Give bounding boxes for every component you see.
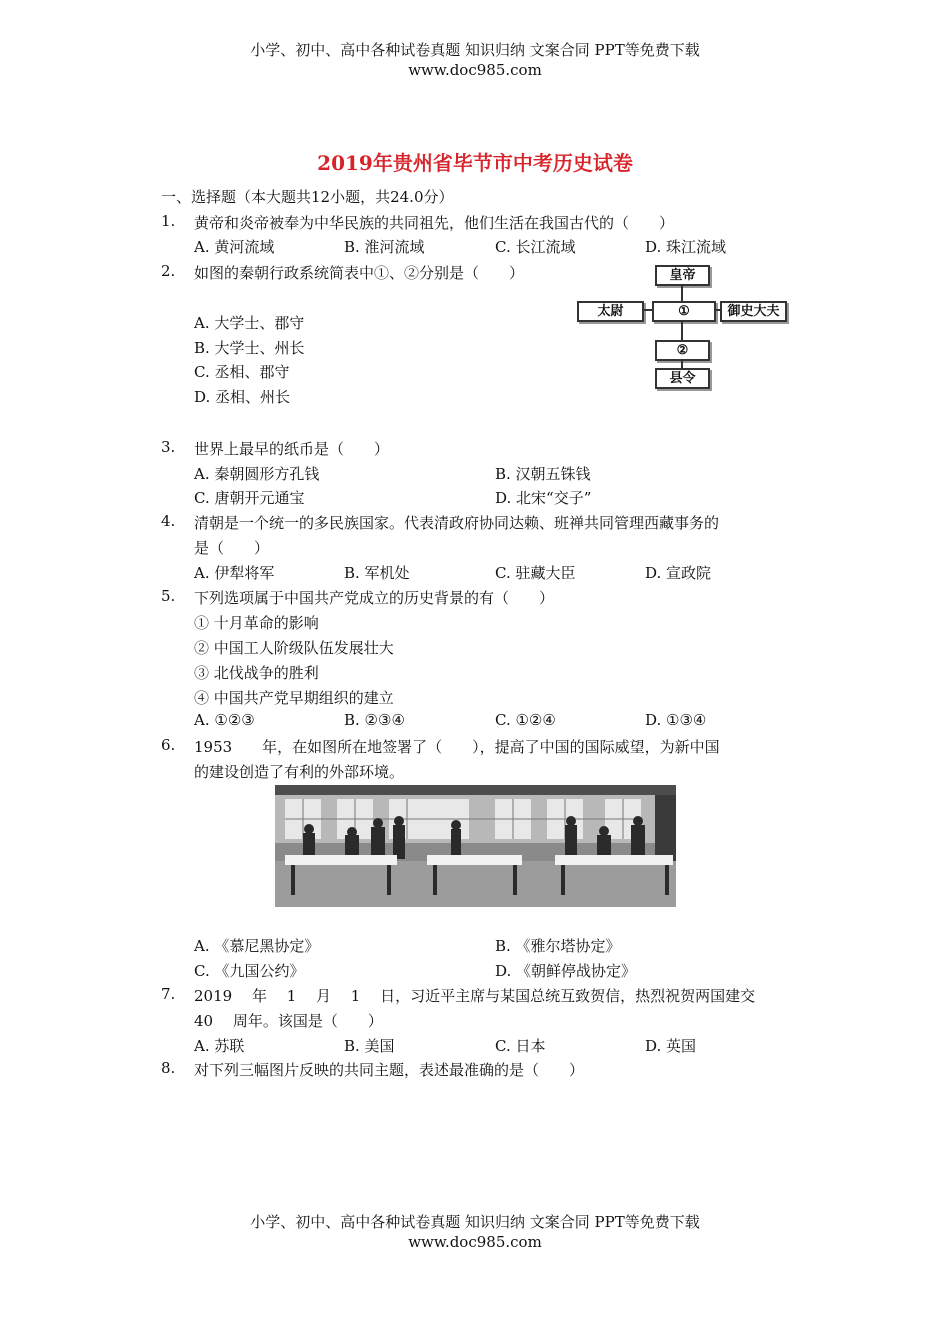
connector bbox=[681, 286, 683, 301]
box-emperor: 皇帝 bbox=[655, 265, 710, 286]
q7-option-b: B. 美国 bbox=[344, 1037, 395, 1055]
q5-statement-2: ② 中国工人阶级队伍发展壮大 bbox=[194, 639, 394, 657]
q1-option-c: C. 长江流域 bbox=[495, 238, 576, 256]
q6-option-a: A. 《慕尼黑协定》 bbox=[194, 937, 320, 955]
header-promo-text: 小学、初中、高中各种试卷真题 知识归纳 文案合同 PPT等免费下载 bbox=[250, 41, 700, 59]
q8-number: 8. bbox=[161, 1059, 176, 1077]
q3-option-c: C. 唐朝开元通宝 bbox=[194, 489, 305, 507]
q8-text: 对下列三幅图片反映的共同主题，表述最准确的是（ ） bbox=[194, 1061, 585, 1079]
connector bbox=[681, 361, 683, 368]
q4-text-line2: 是（ ） bbox=[194, 539, 270, 557]
q4-option-b: B. 军机处 bbox=[344, 564, 410, 582]
q6-number: 6. bbox=[161, 736, 176, 754]
q3-option-a: A. 秦朝圆形方孔钱 bbox=[194, 465, 320, 483]
page-title: 2019年贵州省毕节市中考历史试卷 bbox=[317, 151, 633, 175]
q6-text-line2: 的建设创造了有利的外部环境。 bbox=[194, 763, 405, 781]
q6-option-b: B. 《雅尔塔协定》 bbox=[495, 937, 621, 955]
box-slot-2: ② bbox=[655, 340, 710, 361]
q5-option-a: A. ①②③ bbox=[194, 711, 255, 729]
q5-statement-3: ③ 北伐战争的胜利 bbox=[194, 664, 319, 682]
q2-option-d: D. 丞相、州长 bbox=[194, 388, 291, 406]
q2-option-b: B. 大学士、州长 bbox=[194, 339, 305, 357]
q6-option-c: C. 《九国公约》 bbox=[194, 962, 305, 980]
footer-url: www.doc985.com bbox=[408, 1233, 542, 1251]
q1-option-a: A. 黄河流域 bbox=[194, 238, 275, 256]
q5-option-c: C. ①②④ bbox=[495, 711, 556, 729]
q1-number: 1. bbox=[161, 212, 176, 230]
q3-number: 3. bbox=[161, 438, 176, 456]
q5-number: 5. bbox=[161, 587, 176, 605]
q3-text: 世界上最早的纸币是（ ） bbox=[194, 440, 390, 458]
armistice-signing-photo bbox=[275, 785, 676, 907]
q7-text-line2: 40 周年。该国是（ ） bbox=[194, 1012, 383, 1030]
q6-text-line1: 1953 年，在如图所在地签署了（ ），提高了中国的国际威望，为新中国 bbox=[194, 738, 720, 756]
header-url: www.doc985.com bbox=[408, 61, 542, 79]
q1-option-b: B. 淮河流域 bbox=[344, 238, 425, 256]
q3-option-d: D. 北宋“交子” bbox=[495, 489, 592, 507]
connector bbox=[681, 322, 683, 340]
q7-text-line1: 2019 年 1 月 1 日，习近平主席与某国总统互致贺信，热烈祝贺两国建交 bbox=[194, 987, 756, 1005]
q6-option-d: D. 《朝鲜停战协定》 bbox=[495, 962, 637, 980]
q4-option-a: A. 伊犁将军 bbox=[194, 564, 275, 582]
q4-text-line1: 清朝是一个统一的多民族国家。代表清政府协同达赖、班禅共同管理西藏事务的 bbox=[194, 514, 720, 532]
q4-number: 4. bbox=[161, 512, 176, 530]
connector bbox=[714, 309, 720, 311]
connector bbox=[642, 309, 652, 311]
q2-number: 2. bbox=[161, 262, 176, 280]
q5-text: 下列选项属于中国共产党成立的历史背景的有（ ） bbox=[194, 589, 555, 607]
box-county-magistrate: 县令 bbox=[655, 368, 710, 389]
q4-option-c: C. 驻藏大臣 bbox=[495, 564, 576, 582]
q7-option-d: D. 英国 bbox=[645, 1037, 697, 1055]
q5-statement-4: ④ 中国共产党早期组织的建立 bbox=[194, 689, 394, 707]
q7-option-a: A. 苏联 bbox=[194, 1037, 245, 1055]
q2-text: 如图的秦朝行政系统简表中①、②分别是（ ） bbox=[194, 264, 525, 282]
box-slot-1: ① bbox=[652, 301, 716, 322]
q7-number: 7. bbox=[161, 985, 176, 1003]
q4-option-d: D. 宣政院 bbox=[645, 564, 712, 582]
footer-promo-text: 小学、初中、高中各种试卷真题 知识归纳 文案合同 PPT等免费下载 bbox=[250, 1213, 700, 1231]
q2-option-c: C. 丞相、郡守 bbox=[194, 363, 290, 381]
q5-option-b: B. ②③④ bbox=[344, 711, 405, 729]
box-taiwei: 太尉 bbox=[577, 301, 644, 322]
q5-statement-1: ① 十月革命的影响 bbox=[194, 614, 319, 632]
box-yushi-dafu: 御史大夫 bbox=[720, 301, 787, 322]
q7-option-c: C. 日本 bbox=[495, 1037, 546, 1055]
q1-option-d: D. 珠江流域 bbox=[645, 238, 727, 256]
section-heading: 一、选择题（本大题共12小题，共24.0分） bbox=[161, 188, 454, 206]
q5-option-d: D. ①③④ bbox=[645, 711, 707, 729]
q3-option-b: B. 汉朝五铢钱 bbox=[495, 465, 591, 483]
q2-option-a: A. 大学士、郡守 bbox=[194, 314, 305, 332]
q1-text: 黄帝和炎帝被奉为中华民族的共同祖先，他们生活在我国古代的（ ） bbox=[194, 214, 675, 232]
